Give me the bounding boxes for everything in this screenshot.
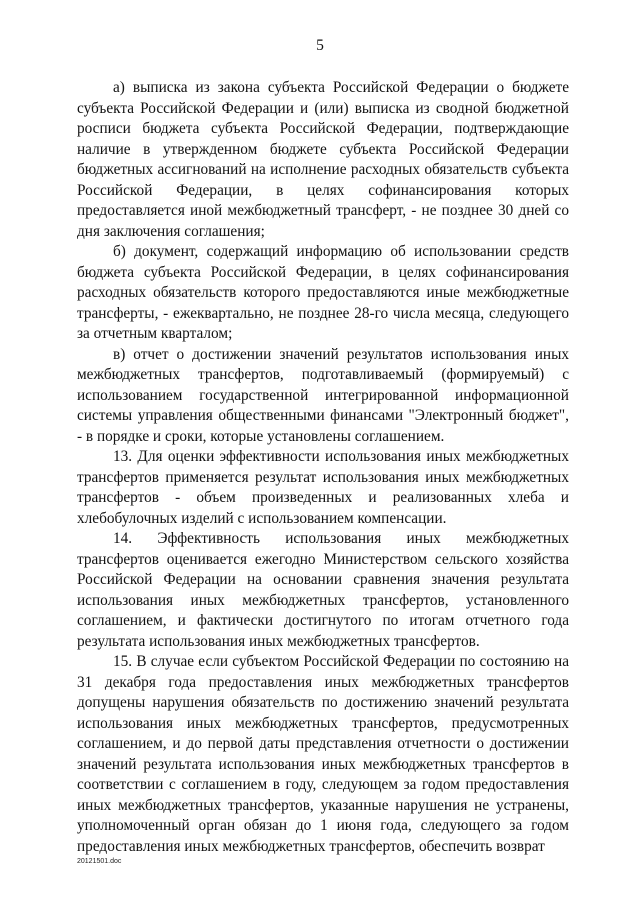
paragraph-13: 13. Для оценки эффективности использования иных межбюджетных трансфертов применяется результат использования иных межбюджетных трансфертов - объем произведенных и реализованных хлеба и хлебобулочных изделий с использованием компенсации.: [77, 448, 569, 527]
paragraph-b: б) документ, содержащий информацию об использовании средств бюджета субъекта Российской Федерации, в целях софинансирования расходных обязательств которого предоставляются иные межбюджетные трансферты, - ежеквартально, не позднее 28-го числа месяца, следующего за отчетным кварталом;: [77, 243, 569, 342]
footer-filename: 20121501.doc: [77, 858, 122, 865]
paragraph-a: а) выписка из закона субъекта Российской Федерации о бюджете субъекта Российской Федерации и (или) выписка из сводной бюджетной росписи бюджета субъекта Российской Федерации, подтверждающие наличие в утвержденном бюджете субъекта Российской Федерации бюджетных ассигнований на исполнение расходных обязательств субъекта Российской Федерации, в целях софинансирования которых предоставляется иной межбюджетный трансферт, - не позднее 30 дней со дня заключения соглашения;: [77, 79, 569, 240]
paragraph-15: 15. В случае если субъектом Российской Федерации по состоянию на 31 декабря года предоставления иных межбюджетных трансфертов допущены нарушения обязательств по достижению значений результата использования иных межбюджетных трансфертов, предусмотренных соглашением, и до первой даты представления отчетности о достижении значений результата использования иных межбюджетных трансфертов в соответствии с соглашением в году, следующем за годом предоставления иных межбюджетных трансфертов, указанные нарушения не устранены, уполномоченный орган обязан до 1 июня года, следующего за годом предоставления иных межбюджетных трансфертов, обеспечить возврат: [77, 653, 569, 855]
paragraph-14: 14. Эффективность использования иных межбюджетных трансфертов оценивается ежегодно Министерством сельского хозяйства Российской Федерации на основании сравнения значения результата использования иных межбюджетных трансфертов, установленного соглашением, и фактически достигнутого по итогам отчетного года результата использования иных межбюджетных трансфертов.: [77, 530, 569, 650]
page-number: 5: [316, 37, 324, 54]
document-body: [77, 78, 569, 857]
paragraph-v: в) отчет о достижении значений результатов использования иных межбюджетных трансфертов, подготавливаемый (формируемый) с использованием государственной интегрированной информационной системы управления общественными финансами "Электронный бюджет", - в порядке и сроки, которые установлены соглашением.: [77, 345, 569, 445]
